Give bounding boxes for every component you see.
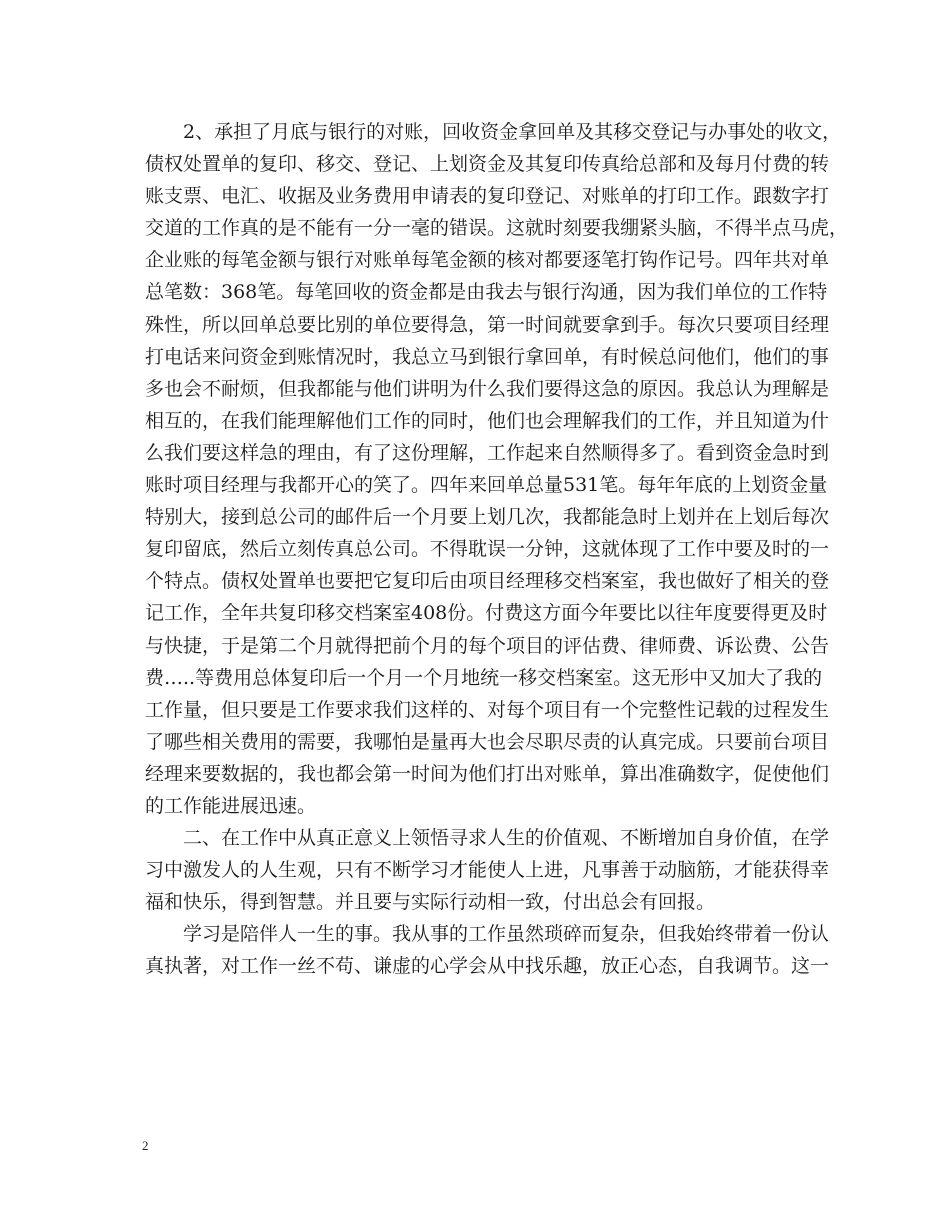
text-line: 了哪些相关费用的需要，我哪怕是量再大也会尽职尽责的认真完成。只要前台项目 bbox=[145, 730, 830, 753]
text-line: 么我们要这样急的理由，有了这份理解，工作起来自然顺得多了。看到资金急时到 bbox=[145, 441, 830, 464]
text-line: 个特点。债权处置单也要把它复印后由项目经理移交档案室，我也做好了相关的登 bbox=[145, 570, 830, 593]
text-line: 2、承担了月底与银行的对账，回收资金拿回单及其移交登记与办事处的收文， bbox=[183, 121, 842, 143]
text-line: 的工作能进展迅速。 bbox=[145, 794, 317, 817]
text-line: 企业账的每笔金额与银行对账单每笔金额的核对都要逐笔打钩作记号。四年共对单 bbox=[145, 249, 830, 272]
text-line: 复印留底，然后立刻传真总公司。不得耽误一分钟，这就体现了工作中要及时的一 bbox=[145, 538, 830, 561]
text-line: 学习是陪伴人一生的事。我从事的工作虽然琐碎而复杂，但我始终带着一份认 bbox=[183, 923, 830, 946]
text-line: 殊性，所以回单总要比别的单位要得急，第一时间就要拿到手。每次只要项目经理 bbox=[145, 313, 830, 336]
text-line: 账支票、电汇、收据及业务费用申请表的复印登记、对账单的打印工作。跟数字打 bbox=[145, 185, 830, 208]
text-line: 相互的，在我们能理解他们工作的同时，他们也会理解我们的工作，并且知道为什 bbox=[145, 409, 830, 432]
text-line: 二、在工作中从真正意义上领悟寻求人生的价值观、不断增加自身价值，在学 bbox=[183, 827, 830, 850]
text-line: 工作量，但只要是工作要求我们这样的、对每个项目有一个完整性记载的过程发生 bbox=[145, 698, 830, 721]
text-line: 债权处置单的复印、移交、登记、上划资金及其复印传真给总部和及每月付费的转 bbox=[145, 153, 830, 176]
text-line: 记工作，全年共复印移交档案室408份。付费这方面今年要比以往年度要得更及时 bbox=[145, 602, 828, 625]
body-text bbox=[145, 116, 849, 983]
page-number: 2 bbox=[142, 1138, 149, 1153]
text-line: 账时项目经理与我都开心的笑了。四年来回单总量531笔。每年年底的上划资金量 bbox=[145, 474, 828, 497]
text-line: 经理来要数据的，我也都会第一时间为他们打出对账单，算出准确数字，促使他们 bbox=[145, 762, 830, 785]
text-line: 费…..等费用总体复印后一个月一个月地统一移交档案室。这无形中又加大了我的 bbox=[145, 666, 823, 689]
text-line: 福和快乐，得到智慧。并且要与实际行动相一致，付出总会有回报。 bbox=[145, 891, 716, 914]
text-line: 特别大，接到总公司的邮件后一个月要上划几次，我都能急时上划并在上划后每次 bbox=[145, 506, 830, 529]
text-line: 总笔数：368笔。每笔回收的资金都是由我去与银行沟通，因为我们单位的工作特 bbox=[145, 281, 828, 304]
text-line: 与快捷，于是第二个月就得把前个月的每个项目的评估费、律师费、诉讼费、公告 bbox=[145, 634, 830, 657]
text-line: 习中激发人的人生观，只有不断学习才能使人上进，凡事善于动脑筋，才能获得幸 bbox=[145, 859, 830, 882]
text-line: 交道的工作真的是不能有一分一毫的错误。这就时刻要我绷紧头脑，不得半点马虎， bbox=[145, 217, 849, 240]
text-line: 多也会不耐烦，但我都能与他们讲明为什么我们要得这急的原因。我总认为理解是 bbox=[145, 377, 830, 400]
text-line: 打电话来问资金到账情况时，我总立马到银行拿回单，有时候总问他们，他们的事 bbox=[145, 345, 830, 368]
text-line: 真执著，对工作一丝不苟、谦虚的心学会从中找乐趣，放正心态，自我调节。这一 bbox=[145, 955, 830, 978]
